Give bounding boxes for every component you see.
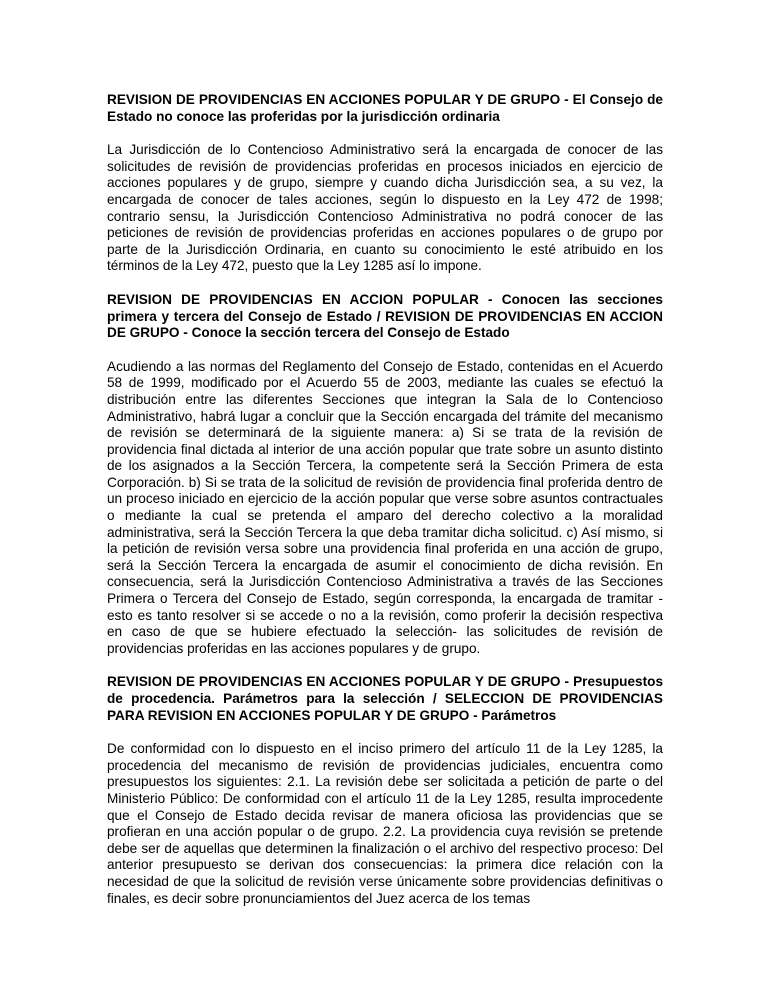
section-1-body: La Jurisdicción de lo Contencioso Administrativo será la encargada de conocer de las solicitudes de revisión de providencias proferidas en procesos iniciados en ejercicio de acciones populares y de grupo, siempre y cuando dicha Jurisdicción sea, a su vez, la encargada de conocer de tales acciones, según lo dispuesto en la Ley 472 de 1998; contrario sensu, la Jurisdicción Contencioso Administrativa no podrá conocer de las peticiones de revisión de providencias proferidas en acciones populares o de grupo por parte de la Jurisdicción Ordinaria, en cuanto su conocimiento le esté atribuido en los términos de la Ley 472, puesto que la Ley 1285 así lo impone.	[107, 142, 663, 274]
section-3-heading: REVISION DE PROVIDENCIAS EN ACCIONES POPULAR Y DE GRUPO - Presupuestos de procedencia. Parámetros para la selección / SELECCION DE PROVIDENCIAS PARA REVISION EN ACCIONES POPULAR Y DE GRUPO - Parámetros	[107, 674, 663, 723]
section-2-heading: REVISION DE PROVIDENCIAS EN ACCION POPULAR - Conocen las secciones primera y tercera del Consejo de Estado / REVISION DE PROVIDENCIAS EN ACCION DE GRUPO - Conoce la sección tercera del Consejo de Estado	[107, 291, 663, 341]
section-3-body: De conformidad con lo dispuesto en el inciso primero del artículo 11 de la Ley 1285, la procedencia del mecanismo de revisión de providencias judiciales, encuentra como presupuestos los siguientes: 2.1. La revisión debe ser solicitada a petición de parte o del Ministerio Público: De conformidad con el artículo 11 de la Ley 1285, resulta improcedente que el Consejo de Estado decida revisar de manera oficiosa las providencias que se profieran en una acción popular o de grupo. 2.2. La providencia cuya revisión se pretende debe ser de aquellas que determinen la finalización o el archivo del respectivo proceso: Del anterior presupuesto se derivan dos consecuencias: la primera dice relación con la necesidad de que la solicitud de revisión verse únicamente sobre providencias definitivas o finales, es decir sobre pronunciamientos del Juez acerca de los temas	[107, 741, 663, 906]
document-page	[107, 92, 663, 924]
section-2-body: Acudiendo a las normas del Reglamento del Consejo de Estado, contenidas en el Acuerdo 58 de 1999, modificado por el Acuerdo 55 de 2003, mediante las cuales se efectuó la distribución entre las diferentes Secciones que integran la Sala de lo Contencioso Administrativo, habrá lugar a concluir que la Sección encargada del trámite del mecanismo de revisión se determinará de la siguiente manera: a) Si se trata de la revisión de providencia final dictada al interior de una acción popular que trate sobre un asunto distinto de los asignados a la Sección Tercera, la competente será la Sección Primera de esta Corporación. b) Si se trata de la solicitud de revisión de providencia final proferida dentro de un proceso iniciado en ejercicio de la acción popular que verse sobre asuntos contractuales o mediante la cual se pretenda el amparo del derecho colectivo a la moralidad administrativa, será la Sección Tercera la que deba tramitar dicha solicitud. c) Así mismo, si la petición de revisión versa sobre una providencia final proferida en una acción de grupo, será la Sección Tercera la encargada de asumir el conocimiento de dicha revisión. En consecuencia, será la Jurisdicción Contencioso Administrativa a través de las Secciones Primera o Tercera del Consejo de Estado, según corresponda, la encargada de tramitar -esto es tanto resolver si se accede o no a la revisión, como proferir la decisión respectiva en caso de que se hubiere efectuado la selección- las solicitudes de revisión de providencias proferidas en las acciones populares y de grupo.	[107, 358, 663, 656]
section-1-heading: REVISION DE PROVIDENCIAS EN ACCIONES POPULAR Y DE GRUPO - El Consejo de Estado no conoce las proferidas por la jurisdicción ordinaria	[107, 92, 663, 124]
